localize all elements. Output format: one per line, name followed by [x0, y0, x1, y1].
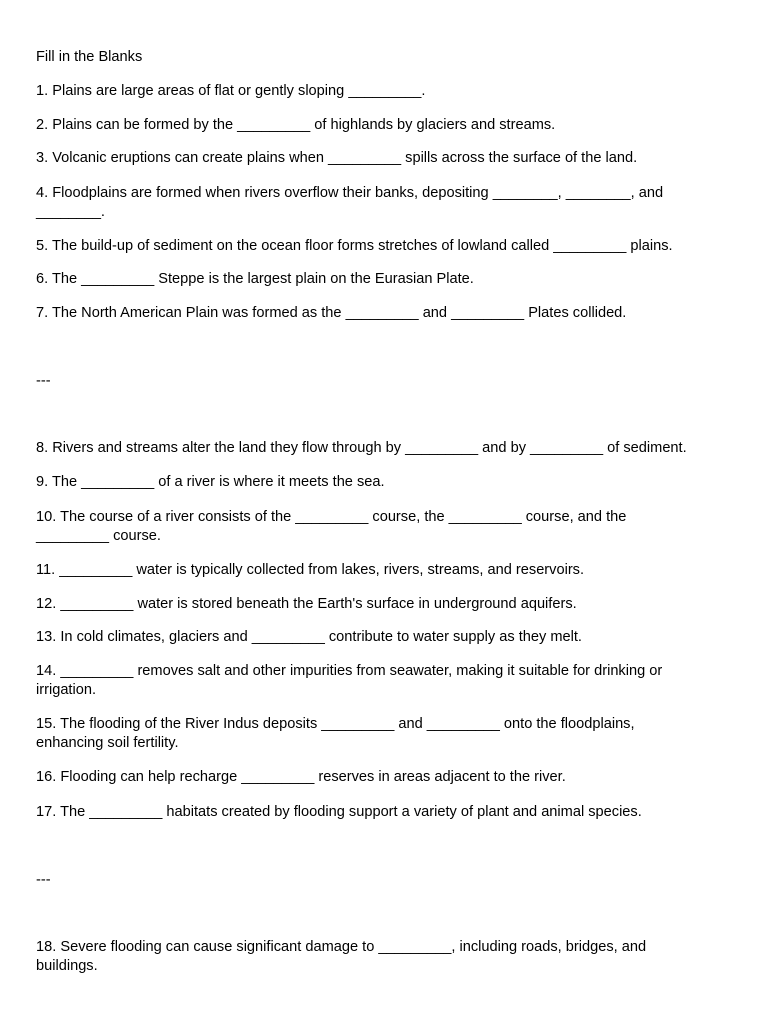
question-14: 14. _________ removes salt and other impurities from seawater, making it suitable for drinking or irrigation. — [36, 663, 663, 698]
question-8: 8. Rivers and streams alter the land they flow through by _________ and by _________ of sediment. — [36, 440, 687, 456]
question-7: 7. The North American Plain was formed as the _________ and _________ Plates collided. — [36, 305, 627, 321]
question-17: 17. The _________ habitats created by flooding support a variety of plant and animal species. — [36, 804, 642, 820]
question-5: 5. The build-up of sediment on the ocean floor forms stretches of lowland called _________ plains. — [36, 238, 673, 254]
question-18: 18. Severe flooding can cause significant damage to _________, including roads, bridges, and buildings. — [36, 939, 647, 974]
question-4: 4. Floodplains are formed when rivers overflow their banks, depositing ________, ________, and ________. — [36, 185, 664, 220]
separator-2: --- — [36, 872, 51, 888]
question-15: 15. The flooding of the River Indus deposits _________ and _________ onto the floodplains, enhancing soil fertility. — [36, 716, 635, 751]
question-6: 6. The _________ Steppe is the largest plain on the Eurasian Plate. — [36, 271, 474, 287]
question-3: 3. Volcanic eruptions can create plains when _________ spills across the surface of the land. — [36, 150, 638, 166]
question-12: 12. _________ water is stored beneath the Earth's surface in underground aquifers. — [36, 596, 577, 612]
separator-1: --- — [36, 373, 51, 389]
question-16: 16. Flooding can help recharge _________ reserves in areas adjacent to the river. — [36, 769, 566, 785]
question-2: 2. Plains can be formed by the _________ of highlands by glaciers and streams. — [36, 117, 556, 133]
question-11: 11. _________ water is typically collected from lakes, rivers, streams, and reservoirs. — [36, 562, 585, 578]
question-13: 13. In cold climates, glaciers and _________ contribute to water supply as they melt. — [36, 629, 582, 645]
page-title: Fill in the Blanks — [36, 49, 143, 65]
question-9: 9. The _________ of a river is where it meets the sea. — [36, 474, 385, 490]
question-10: 10. The course of a river consists of the _________ course, the _________ course, and the _________ course. — [36, 509, 627, 544]
question-1: 1. Plains are large areas of flat or gently sloping _________. — [36, 83, 426, 99]
